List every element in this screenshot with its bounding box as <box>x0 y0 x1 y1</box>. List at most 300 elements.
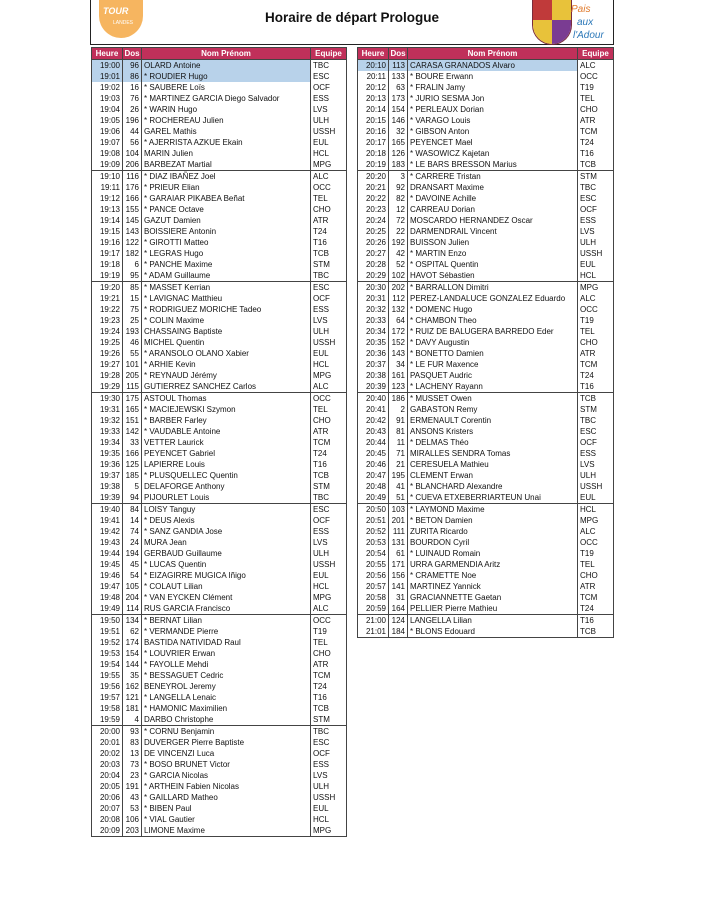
rider-name: LIMONE Maxime <box>142 825 311 837</box>
bib-number: 73 <box>123 759 142 770</box>
team-code: ULH <box>578 470 614 481</box>
team-code: T24 <box>578 603 614 615</box>
rider-name: * VIAL Gautier <box>142 814 311 825</box>
rider-name: * FRALIN Jamy <box>408 82 578 93</box>
start-time: 20:59 <box>358 603 389 615</box>
start-time: 19:58 <box>92 703 123 714</box>
table-row <box>92 548 347 559</box>
bib-number: 143 <box>123 226 142 237</box>
rider-name: * CUEVA ETXEBERRIARTEUN Unai <box>408 492 578 504</box>
table-row <box>358 492 614 504</box>
table-row <box>92 270 347 282</box>
table-row <box>92 781 347 792</box>
start-time: 19:27 <box>92 359 123 370</box>
bib-number: 61 <box>389 548 408 559</box>
team-code: HCL <box>311 581 347 592</box>
bib-number: 104 <box>123 148 142 159</box>
rider-name: DUVERGER Pierre Baptiste <box>142 737 311 748</box>
bib-number: 43 <box>123 792 142 803</box>
bib-number: 155 <box>123 204 142 215</box>
start-time: 20:55 <box>358 559 389 570</box>
start-time: 20:43 <box>358 426 389 437</box>
rider-name: * LEGRAS Hugo <box>142 248 311 259</box>
team-code: EUL <box>311 570 347 581</box>
team-code: ATR <box>311 426 347 437</box>
bib-number: 154 <box>123 648 142 659</box>
team-code: ULH <box>311 548 347 559</box>
rider-name: * MUSSET Owen <box>408 393 578 405</box>
bib-number: 133 <box>389 71 408 82</box>
bib-number: 16 <box>123 82 142 93</box>
rider-name: PELLIER Pierre Mathieu <box>408 603 578 615</box>
start-time: 19:09 <box>92 159 123 171</box>
bib-number: 45 <box>123 559 142 570</box>
start-time: 19:05 <box>92 115 123 126</box>
table-row <box>92 559 347 570</box>
bib-number: 91 <box>389 415 408 426</box>
bib-number: 112 <box>389 293 408 304</box>
header-team: Equipe <box>578 48 614 60</box>
bib-number: 134 <box>123 615 142 627</box>
bib-number: 201 <box>389 515 408 526</box>
bib-number: 46 <box>123 337 142 348</box>
table-row <box>358 515 614 526</box>
team-code: T16 <box>311 692 347 703</box>
header-time: Heure <box>358 48 389 60</box>
bib-number: 81 <box>389 426 408 437</box>
start-time: 20:44 <box>358 437 389 448</box>
start-time: 19:44 <box>92 548 123 559</box>
rider-name: * HAMONIC Maximilien <box>142 703 311 714</box>
team-code: TEL <box>578 93 614 104</box>
bib-number: 24 <box>123 537 142 548</box>
start-time: 20:42 <box>358 415 389 426</box>
table-row <box>92 337 347 348</box>
table-row <box>358 115 614 126</box>
rider-name: * JURIO SESMA Jon <box>408 93 578 104</box>
table-row <box>358 237 614 248</box>
table-row <box>92 171 347 183</box>
team-code: TBC <box>311 270 347 282</box>
start-time: 20:04 <box>92 770 123 781</box>
table-row <box>358 82 614 93</box>
bib-number: 144 <box>123 659 142 670</box>
start-time: 19:01 <box>92 71 123 82</box>
team-code: OCF <box>578 437 614 448</box>
page-title: Horaire de départ Prologue <box>264 10 440 25</box>
start-time: 19:19 <box>92 270 123 282</box>
bib-number: 86 <box>123 71 142 82</box>
rider-name: * MARTINEZ GARCIA Diego Salvador <box>142 93 311 104</box>
schedule-table-right <box>357 47 614 638</box>
rider-name: * WASOWICZ Kajetan <box>408 148 578 159</box>
rider-name: * CORNU Benjamin <box>142 726 311 738</box>
start-time: 19:31 <box>92 404 123 415</box>
rider-name: URRA GARMENDIA Aritz <box>408 559 578 570</box>
bib-number: 62 <box>123 626 142 637</box>
bib-number: 126 <box>389 148 408 159</box>
start-time: 20:09 <box>92 825 123 837</box>
rider-name: MURA Jean <box>142 537 311 548</box>
schedule-table-left <box>91 47 347 837</box>
bib-number: 124 <box>389 615 408 627</box>
table-row <box>358 293 614 304</box>
team-code: MPG <box>311 159 347 171</box>
team-code: CHO <box>578 570 614 581</box>
bib-number: 103 <box>389 504 408 516</box>
rider-name: LOISY Tanguy <box>142 504 311 516</box>
team-code: HCL <box>578 504 614 516</box>
start-time: 19:16 <box>92 237 123 248</box>
team-code: EUL <box>311 803 347 814</box>
team-code: ULH <box>311 781 347 792</box>
start-time: 19:23 <box>92 315 123 326</box>
start-time: 20:36 <box>358 348 389 359</box>
start-time: 19:50 <box>92 615 123 627</box>
table-row <box>92 792 347 803</box>
start-time: 20:14 <box>358 104 389 115</box>
table-row <box>358 270 614 282</box>
rider-name: * REYNAUD Jérémy <box>142 370 311 381</box>
rider-name: * OSPITAL Quentin <box>408 259 578 270</box>
rider-name: CLEMENT Erwan <box>408 470 578 481</box>
bib-number: 84 <box>123 504 142 516</box>
rider-name: * PANCE Octave <box>142 204 311 215</box>
bib-number: 192 <box>389 237 408 248</box>
team-code: ALC <box>311 603 347 615</box>
start-time: 19:11 <box>92 182 123 193</box>
table-row <box>358 171 614 183</box>
rider-name: * CHAMBON Theo <box>408 315 578 326</box>
team-code: CHO <box>311 204 347 215</box>
table-row <box>92 459 347 470</box>
team-code: ALC <box>311 171 347 183</box>
start-time: 20:08 <box>92 814 123 825</box>
rider-name: * RUIZ DE BALUGERA BARREDO Eder <box>408 326 578 337</box>
rider-name: * BOSO BRUNET Victor <box>142 759 311 770</box>
rider-name: * VARAGO Louis <box>408 115 578 126</box>
team-code: T16 <box>311 459 347 470</box>
team-code: EUL <box>578 492 614 504</box>
rider-name: GRACIANNETTE Gaetan <box>408 592 578 603</box>
team-code: ALC <box>578 60 614 72</box>
table-row <box>92 592 347 603</box>
team-code: ESS <box>311 759 347 770</box>
rider-name: * ROCHEREAU Julien <box>142 115 311 126</box>
team-code: T24 <box>578 137 614 148</box>
table-row <box>92 93 347 104</box>
table-row <box>358 426 614 437</box>
table-row <box>358 104 614 115</box>
start-time: 20:03 <box>92 759 123 770</box>
rider-name: * DAVY Augustin <box>408 337 578 348</box>
start-time: 19:32 <box>92 415 123 426</box>
bib-number: 194 <box>123 548 142 559</box>
rider-name: * LUCAS Quentin <box>142 559 311 570</box>
start-time: 20:41 <box>358 404 389 415</box>
table-row <box>92 759 347 770</box>
table-row <box>358 437 614 448</box>
team-code: ALC <box>311 381 347 393</box>
bib-number: 181 <box>123 703 142 714</box>
start-time: 19:25 <box>92 337 123 348</box>
rider-name: * BARRALLON Dimitri <box>408 282 578 294</box>
start-time: 20:19 <box>358 159 389 171</box>
rider-name: BARBEZAT Martial <box>142 159 311 171</box>
start-time: 21:00 <box>358 615 389 627</box>
bib-number: 166 <box>123 448 142 459</box>
start-time: 20:30 <box>358 282 389 294</box>
table-row <box>92 137 347 148</box>
team-code: MPG <box>578 282 614 294</box>
bib-number: 5 <box>123 481 142 492</box>
bib-number: 202 <box>389 282 408 294</box>
rider-name: MARIN Julien <box>142 148 311 159</box>
table-row <box>92 293 347 304</box>
bib-number: 143 <box>389 348 408 359</box>
team-code: T16 <box>578 148 614 159</box>
table-row <box>358 404 614 415</box>
team-code: LVS <box>311 315 347 326</box>
team-code: USSH <box>311 559 347 570</box>
team-code: LVS <box>578 226 614 237</box>
bib-number: 14 <box>123 515 142 526</box>
start-time: 20:49 <box>358 492 389 504</box>
bib-number: 151 <box>123 415 142 426</box>
table-row <box>92 182 347 193</box>
bib-number: 174 <box>123 637 142 648</box>
bib-number: 56 <box>123 137 142 148</box>
team-code: TEL <box>311 404 347 415</box>
start-time: 19:39 <box>92 492 123 504</box>
start-time: 20:17 <box>358 137 389 148</box>
start-time: 19:51 <box>92 626 123 637</box>
team-code: ATR <box>311 215 347 226</box>
rider-name: CHASSAING Baptiste <box>142 326 311 337</box>
team-code: ESC <box>578 193 614 204</box>
table-row <box>92 537 347 548</box>
table-row <box>92 626 347 637</box>
rider-name: BUISSON Julien <box>408 237 578 248</box>
team-code: TBC <box>311 726 347 738</box>
start-time: 20:13 <box>358 93 389 104</box>
table-row <box>92 237 347 248</box>
team-code: CHO <box>311 648 347 659</box>
rider-name: * BLONS Edouard <box>408 626 578 638</box>
bib-number: 105 <box>123 581 142 592</box>
rider-name: * BONETTO Damien <box>408 348 578 359</box>
start-time: 20:46 <box>358 459 389 470</box>
bib-number: 33 <box>123 437 142 448</box>
start-time: 20:01 <box>92 737 123 748</box>
start-time: 19:14 <box>92 215 123 226</box>
bib-number: 76 <box>123 93 142 104</box>
table-row <box>92 226 347 237</box>
team-code: OCF <box>311 293 347 304</box>
team-code: HCL <box>311 148 347 159</box>
rider-name: GAREL Mathis <box>142 126 311 137</box>
rider-name: ANSONS Kristers <box>408 426 578 437</box>
start-time: 20:37 <box>358 359 389 370</box>
table-row <box>92 215 347 226</box>
table-row <box>92 204 347 215</box>
rider-name: MARTINEZ Yannick <box>408 581 578 592</box>
bib-number: 182 <box>123 248 142 259</box>
table-row <box>92 648 347 659</box>
table-row <box>358 626 614 638</box>
bib-number: 95 <box>123 270 142 282</box>
start-time: 19:00 <box>92 60 123 72</box>
start-time: 20:35 <box>358 337 389 348</box>
table-row <box>358 615 614 627</box>
table-row <box>92 726 347 738</box>
team-code: TCB <box>311 703 347 714</box>
bib-number: 83 <box>123 737 142 748</box>
table-row <box>92 359 347 370</box>
table-row <box>92 437 347 448</box>
table-row <box>92 326 347 337</box>
start-time: 19:38 <box>92 481 123 492</box>
table-row <box>358 326 614 337</box>
start-time: 20:21 <box>358 182 389 193</box>
start-time: 19:13 <box>92 204 123 215</box>
team-code: CHO <box>311 415 347 426</box>
start-time: 19:54 <box>92 659 123 670</box>
rider-name: * PRIEUR Elian <box>142 182 311 193</box>
bib-number: 154 <box>389 104 408 115</box>
bib-number: 3 <box>389 171 408 183</box>
table-row <box>92 670 347 681</box>
table-row <box>92 448 347 459</box>
team-code: ATR <box>578 348 614 359</box>
table-row <box>92 481 347 492</box>
start-time: 19:57 <box>92 692 123 703</box>
bib-number: 21 <box>389 459 408 470</box>
team-code: OCF <box>578 204 614 215</box>
team-code: OCC <box>578 304 614 315</box>
bib-number: 53 <box>123 803 142 814</box>
bib-number: 74 <box>123 526 142 537</box>
table-row <box>358 537 614 548</box>
start-time: 19:20 <box>92 282 123 294</box>
team-code: ESS <box>578 448 614 459</box>
team-code: ALC <box>578 526 614 537</box>
team-code: T19 <box>578 315 614 326</box>
bib-number: 173 <box>389 93 408 104</box>
table-row <box>92 603 347 615</box>
team-code: USSH <box>578 248 614 259</box>
table-row <box>92 737 347 748</box>
team-code: TBC <box>578 415 614 426</box>
team-code: LVS <box>311 104 347 115</box>
start-time: 20:57 <box>358 581 389 592</box>
rider-name: * LAVIGNAC Matthieu <box>142 293 311 304</box>
rider-name: * COLIN Maxime <box>142 315 311 326</box>
rider-name: MICHEL Quentin <box>142 337 311 348</box>
rider-name: * VAUDABLE Antoine <box>142 426 311 437</box>
start-time: 19:18 <box>92 259 123 270</box>
team-code: TCB <box>578 626 614 638</box>
bib-number: 172 <box>389 326 408 337</box>
team-code: OCC <box>578 71 614 82</box>
bib-number: 71 <box>389 448 408 459</box>
team-code: ESS <box>578 215 614 226</box>
bib-number: 165 <box>123 404 142 415</box>
team-code: TCM <box>311 670 347 681</box>
table-row <box>92 470 347 481</box>
rider-name: * ADAM Guillaume <box>142 270 311 282</box>
table-row <box>92 714 347 726</box>
start-time: 19:26 <box>92 348 123 359</box>
team-code: CHO <box>578 337 614 348</box>
team-code: ESC <box>311 737 347 748</box>
team-code: TBC <box>311 60 347 72</box>
coat-of-arms-icon <box>532 0 572 45</box>
table-row <box>92 770 347 781</box>
start-time: 20:48 <box>358 481 389 492</box>
start-time: 19:47 <box>92 581 123 592</box>
start-time: 20:02 <box>92 748 123 759</box>
team-code: T19 <box>578 82 614 93</box>
bib-number: 111 <box>389 526 408 537</box>
table-row <box>92 681 347 692</box>
table-row <box>92 515 347 526</box>
bib-number: 85 <box>123 282 142 294</box>
team-code: TEL <box>578 559 614 570</box>
rider-name: GAZUT Damien <box>142 215 311 226</box>
team-code: TCB <box>311 248 347 259</box>
table-row <box>92 60 347 72</box>
rider-name: GABASTON Remy <box>408 404 578 415</box>
bib-number: 23 <box>123 770 142 781</box>
start-time: 19:06 <box>92 126 123 137</box>
rider-name: DE VINCENZI Luca <box>142 748 311 759</box>
start-time: 20:28 <box>358 259 389 270</box>
bib-number: 142 <box>123 426 142 437</box>
bib-number: 52 <box>389 259 408 270</box>
table-row <box>358 215 614 226</box>
bib-number: 205 <box>123 370 142 381</box>
table-row <box>92 404 347 415</box>
team-code: HCL <box>578 270 614 282</box>
table-row <box>92 659 347 670</box>
table-row <box>92 692 347 703</box>
table-row <box>358 448 614 459</box>
rider-name: * GARAIAR PIKABEA Beñat <box>142 193 311 204</box>
rider-name: ZURITA Ricardo <box>408 526 578 537</box>
rider-name: CERESUELA Mathieu <box>408 459 578 470</box>
start-time: 19:22 <box>92 304 123 315</box>
rider-name: HAVOT Sébastien <box>408 270 578 282</box>
bib-number: 114 <box>123 603 142 615</box>
start-time: 20:47 <box>358 470 389 481</box>
team-code: ESS <box>311 304 347 315</box>
team-code: ESS <box>311 93 347 104</box>
start-time: 20:05 <box>92 781 123 792</box>
table-row <box>358 337 614 348</box>
team-code: OCC <box>311 393 347 405</box>
start-time: 20:00 <box>92 726 123 738</box>
rider-name: * COLAUT Lilian <box>142 581 311 592</box>
table-row <box>92 426 347 437</box>
team-code: T19 <box>578 548 614 559</box>
team-code: TCM <box>311 437 347 448</box>
team-code: TCM <box>578 592 614 603</box>
start-time: 19:17 <box>92 248 123 259</box>
table-row <box>358 370 614 381</box>
rider-name: * BLANCHARD Alexandre <box>408 481 578 492</box>
bib-number: 54 <box>123 570 142 581</box>
